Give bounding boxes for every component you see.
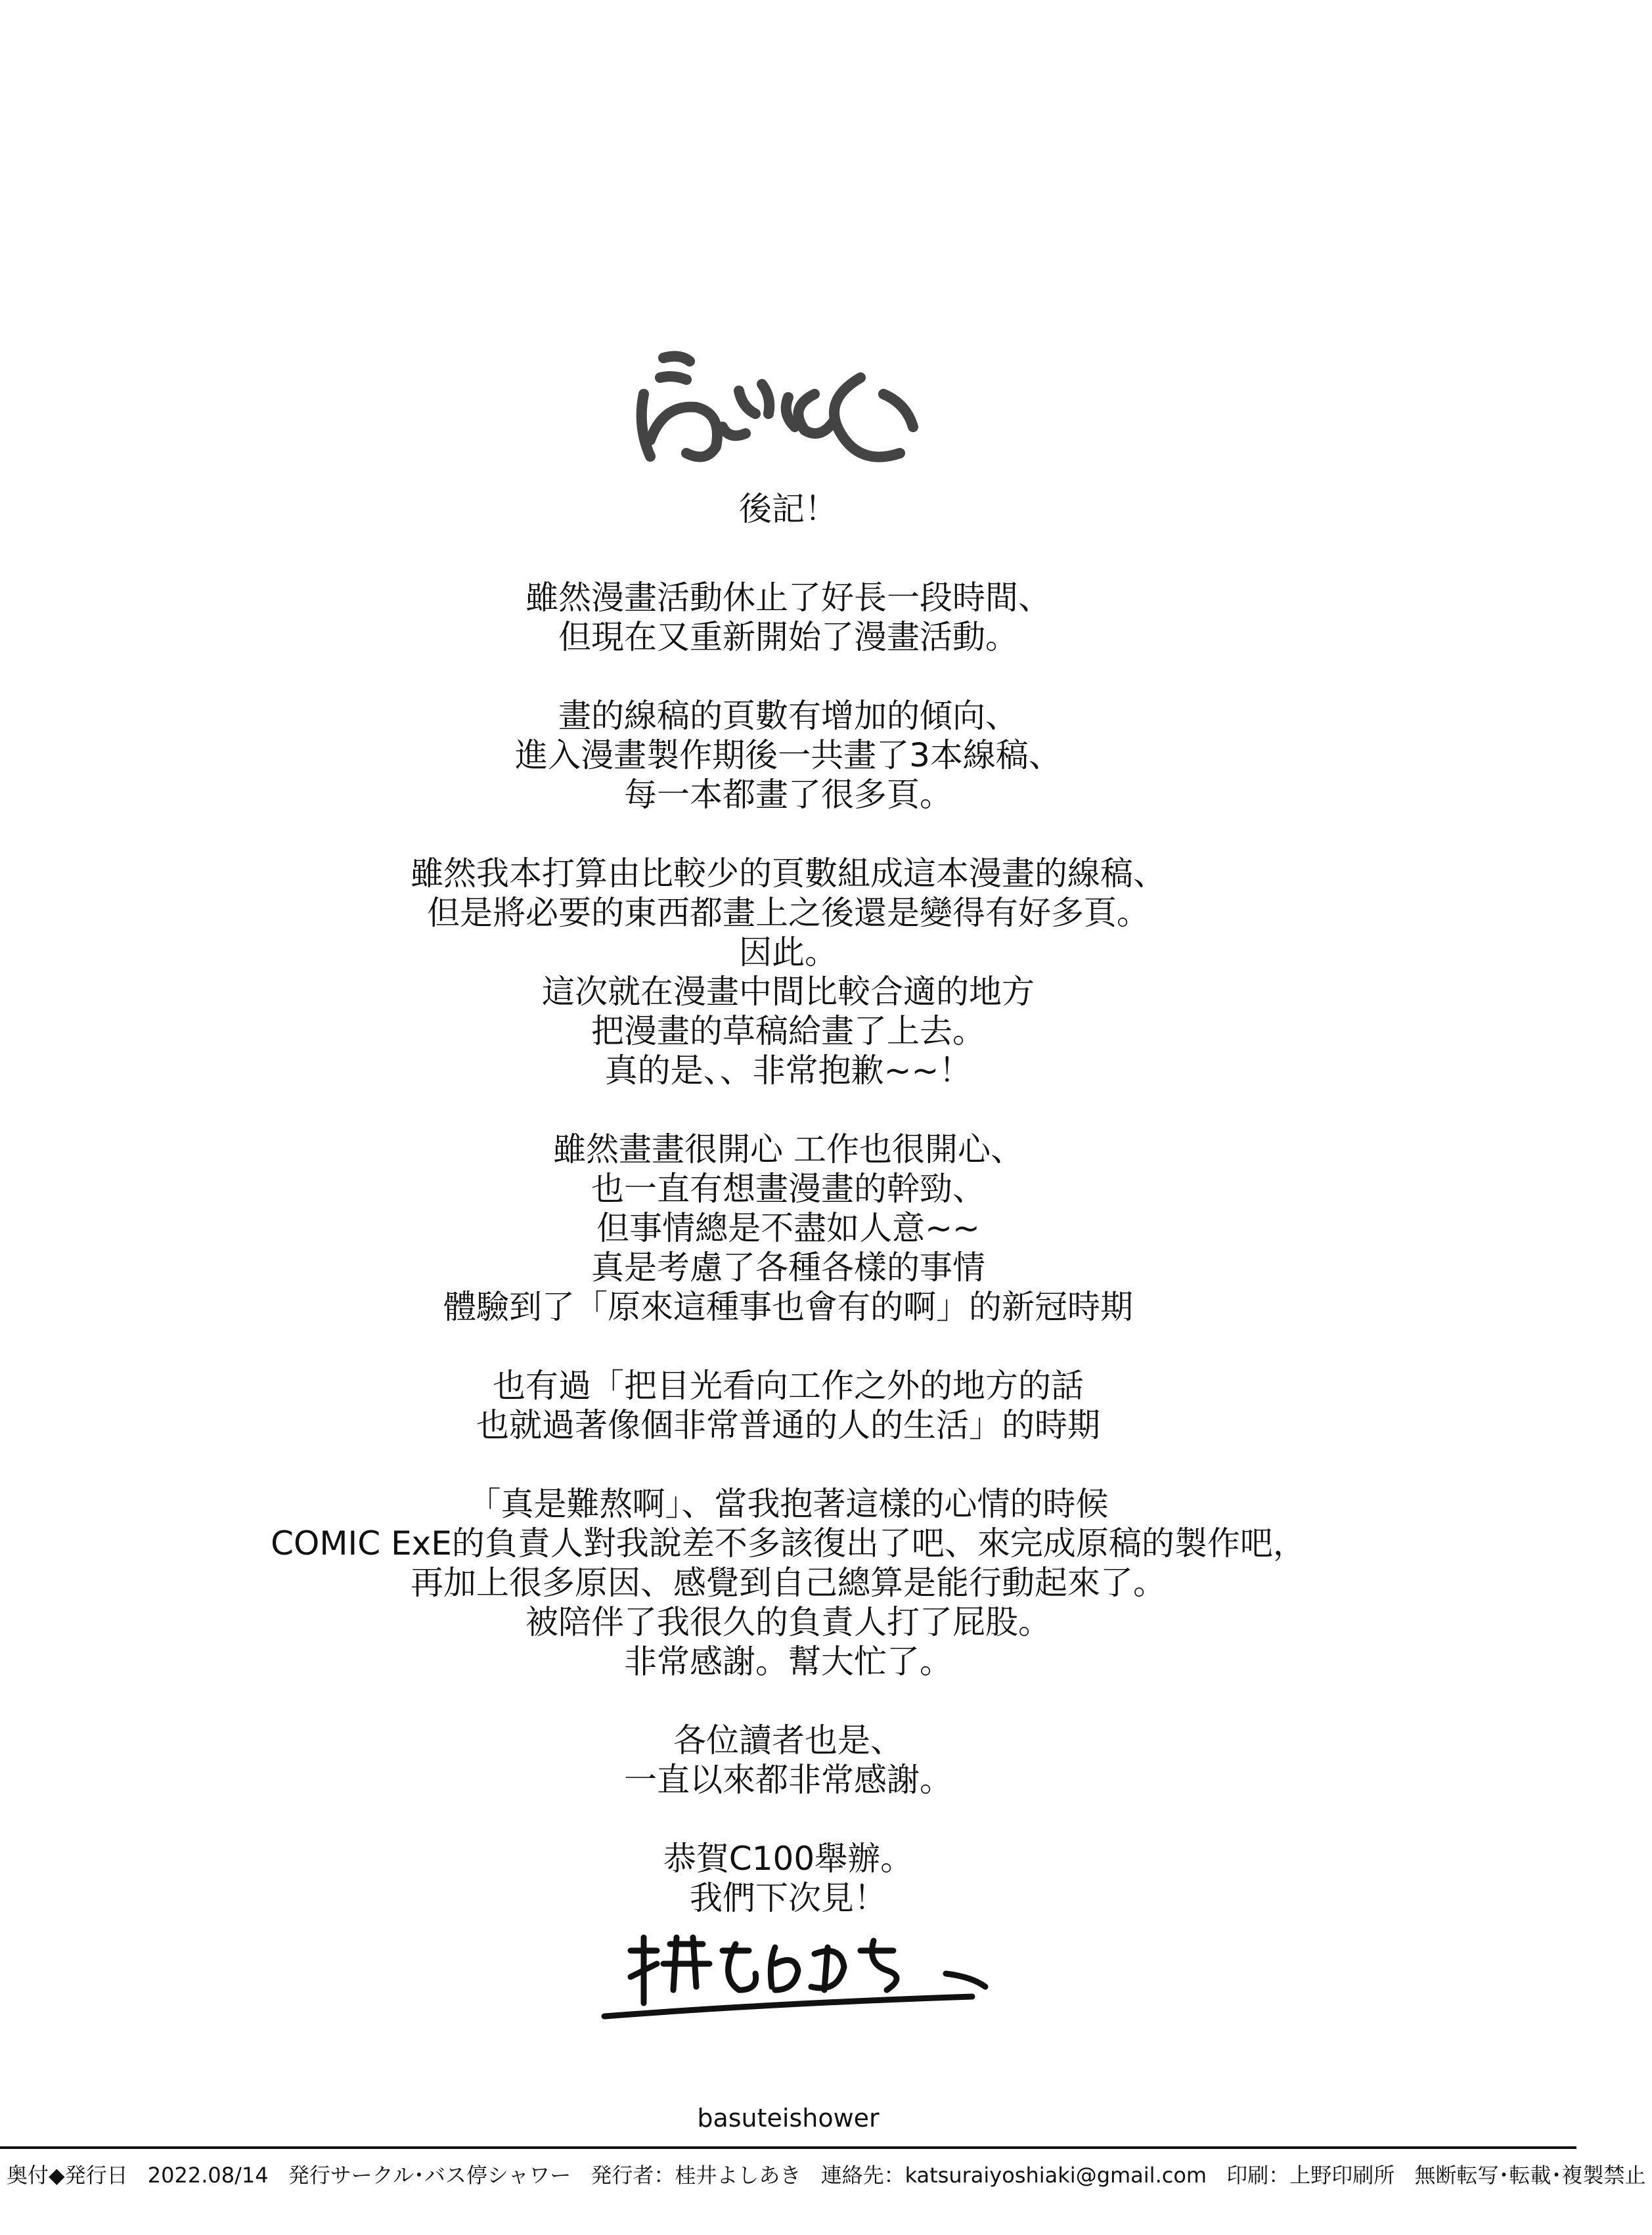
text-line: 但是將必要的東西都畫上之後還是變得有好多頁。 <box>427 894 1150 932</box>
paragraph-1 <box>0 578 1576 657</box>
signature-drawing <box>578 1924 998 2036</box>
text-line: 把漫畫的草稿給畫了上去。 <box>591 1012 985 1050</box>
text-line: 進入漫畫製作期後一共畫了3本線稿、 <box>515 736 1061 774</box>
colophon-label: 奥付◆発行日 <box>7 2163 128 2188</box>
colophon-circle: 発行サークル･バス停シャワー <box>288 2163 571 2188</box>
text-line: 但事情總是不盡如人意~~ <box>596 1209 980 1247</box>
text-line: 這次就在漫畫中間比較合適的地方 <box>542 973 1035 1011</box>
text-line: 一直以來都非常感謝。 <box>624 1761 952 1799</box>
text-line: 再加上很多原因、感覺到自己總算是能行動起來了。 <box>411 1564 1166 1602</box>
paragraph-7 <box>0 1721 1576 1800</box>
text-line: 每一本都畫了很多頁。 <box>624 776 952 814</box>
text-line: 也有過「把目光看向工作之外的地方的話 <box>493 1367 1084 1405</box>
text-line: 體驗到了「原來這種事也會有的啊」的新冠時期 <box>443 1288 1133 1326</box>
text-line: 各位讀者也是、 <box>673 1721 903 1759</box>
text-line: 非常感謝。幫大忙了。 <box>624 1643 952 1681</box>
paragraph-8 <box>0 1839 1576 1918</box>
text-line: 畫的線稿的頁數有增加的傾向、 <box>558 697 1018 735</box>
text-line: COMIC ExE的負責人對我說差不多該復出了吧、來完成原稿的製作吧， <box>271 1524 1306 1562</box>
paragraph-6 <box>0 1484 1576 1681</box>
paragraph-2 <box>0 696 1576 814</box>
paragraph-5 <box>0 1366 1576 1445</box>
text-line: 雖然漫畫活動休止了好長一段時間、 <box>525 579 1051 617</box>
text-line: 真是考慮了各種各樣的事情 <box>591 1249 985 1287</box>
watermark: basuteishower <box>697 2104 880 2133</box>
text-line: 雖然畫畫很開心 工作也很開心、 <box>553 1130 1023 1168</box>
text-line: 真的是、、非常抱歉~~！ <box>604 1051 972 1090</box>
afterword-title: 後記！ <box>739 490 837 528</box>
text-line: 被陪伴了我很久的負責人打了屁股。 <box>525 1603 1051 1641</box>
paragraph-4 <box>0 1130 1576 1327</box>
colophon-publisher: 発行者：桂井よしあき <box>591 2163 801 2188</box>
text-line: 恭賀C100舉辦。 <box>663 1840 914 1878</box>
colophon <box>0 2162 1646 2188</box>
colophon-divider <box>0 2146 1576 2149</box>
paragraph-3 <box>0 854 1576 1090</box>
afterword-logo <box>624 342 926 473</box>
text-line: 我們下次見！ <box>690 1879 887 1917</box>
colophon-date: 2022.08/14 <box>147 2163 269 2188</box>
afterword-text <box>0 479 1576 1918</box>
text-line: 但現在又重新開始了漫畫活動。 <box>558 618 1018 656</box>
text-line: 因此。 <box>739 933 837 971</box>
text-line: 「真是難熬啊」、當我抱著這樣的心情的時候 <box>468 1485 1109 1523</box>
text-line: 雖然我本打算由比較少的頁數組成這本漫畫的線稿、 <box>411 854 1166 893</box>
colophon-printer: 印刷：上野印刷所 <box>1226 2163 1395 2188</box>
afterword-logo-drawing <box>624 342 926 473</box>
text-line: 也就過著像個非常普通的人的生活」的時期 <box>476 1406 1100 1444</box>
colophon-notice: 無断転写･転載･複製禁止 <box>1414 2163 1646 2188</box>
colophon-contact: 連絡先：katsuraiyoshiaki@gmail.com <box>820 2163 1207 2188</box>
text-line: 也一直有想畫漫畫的幹勁、 <box>591 1170 985 1208</box>
author-signature <box>578 1924 998 2036</box>
